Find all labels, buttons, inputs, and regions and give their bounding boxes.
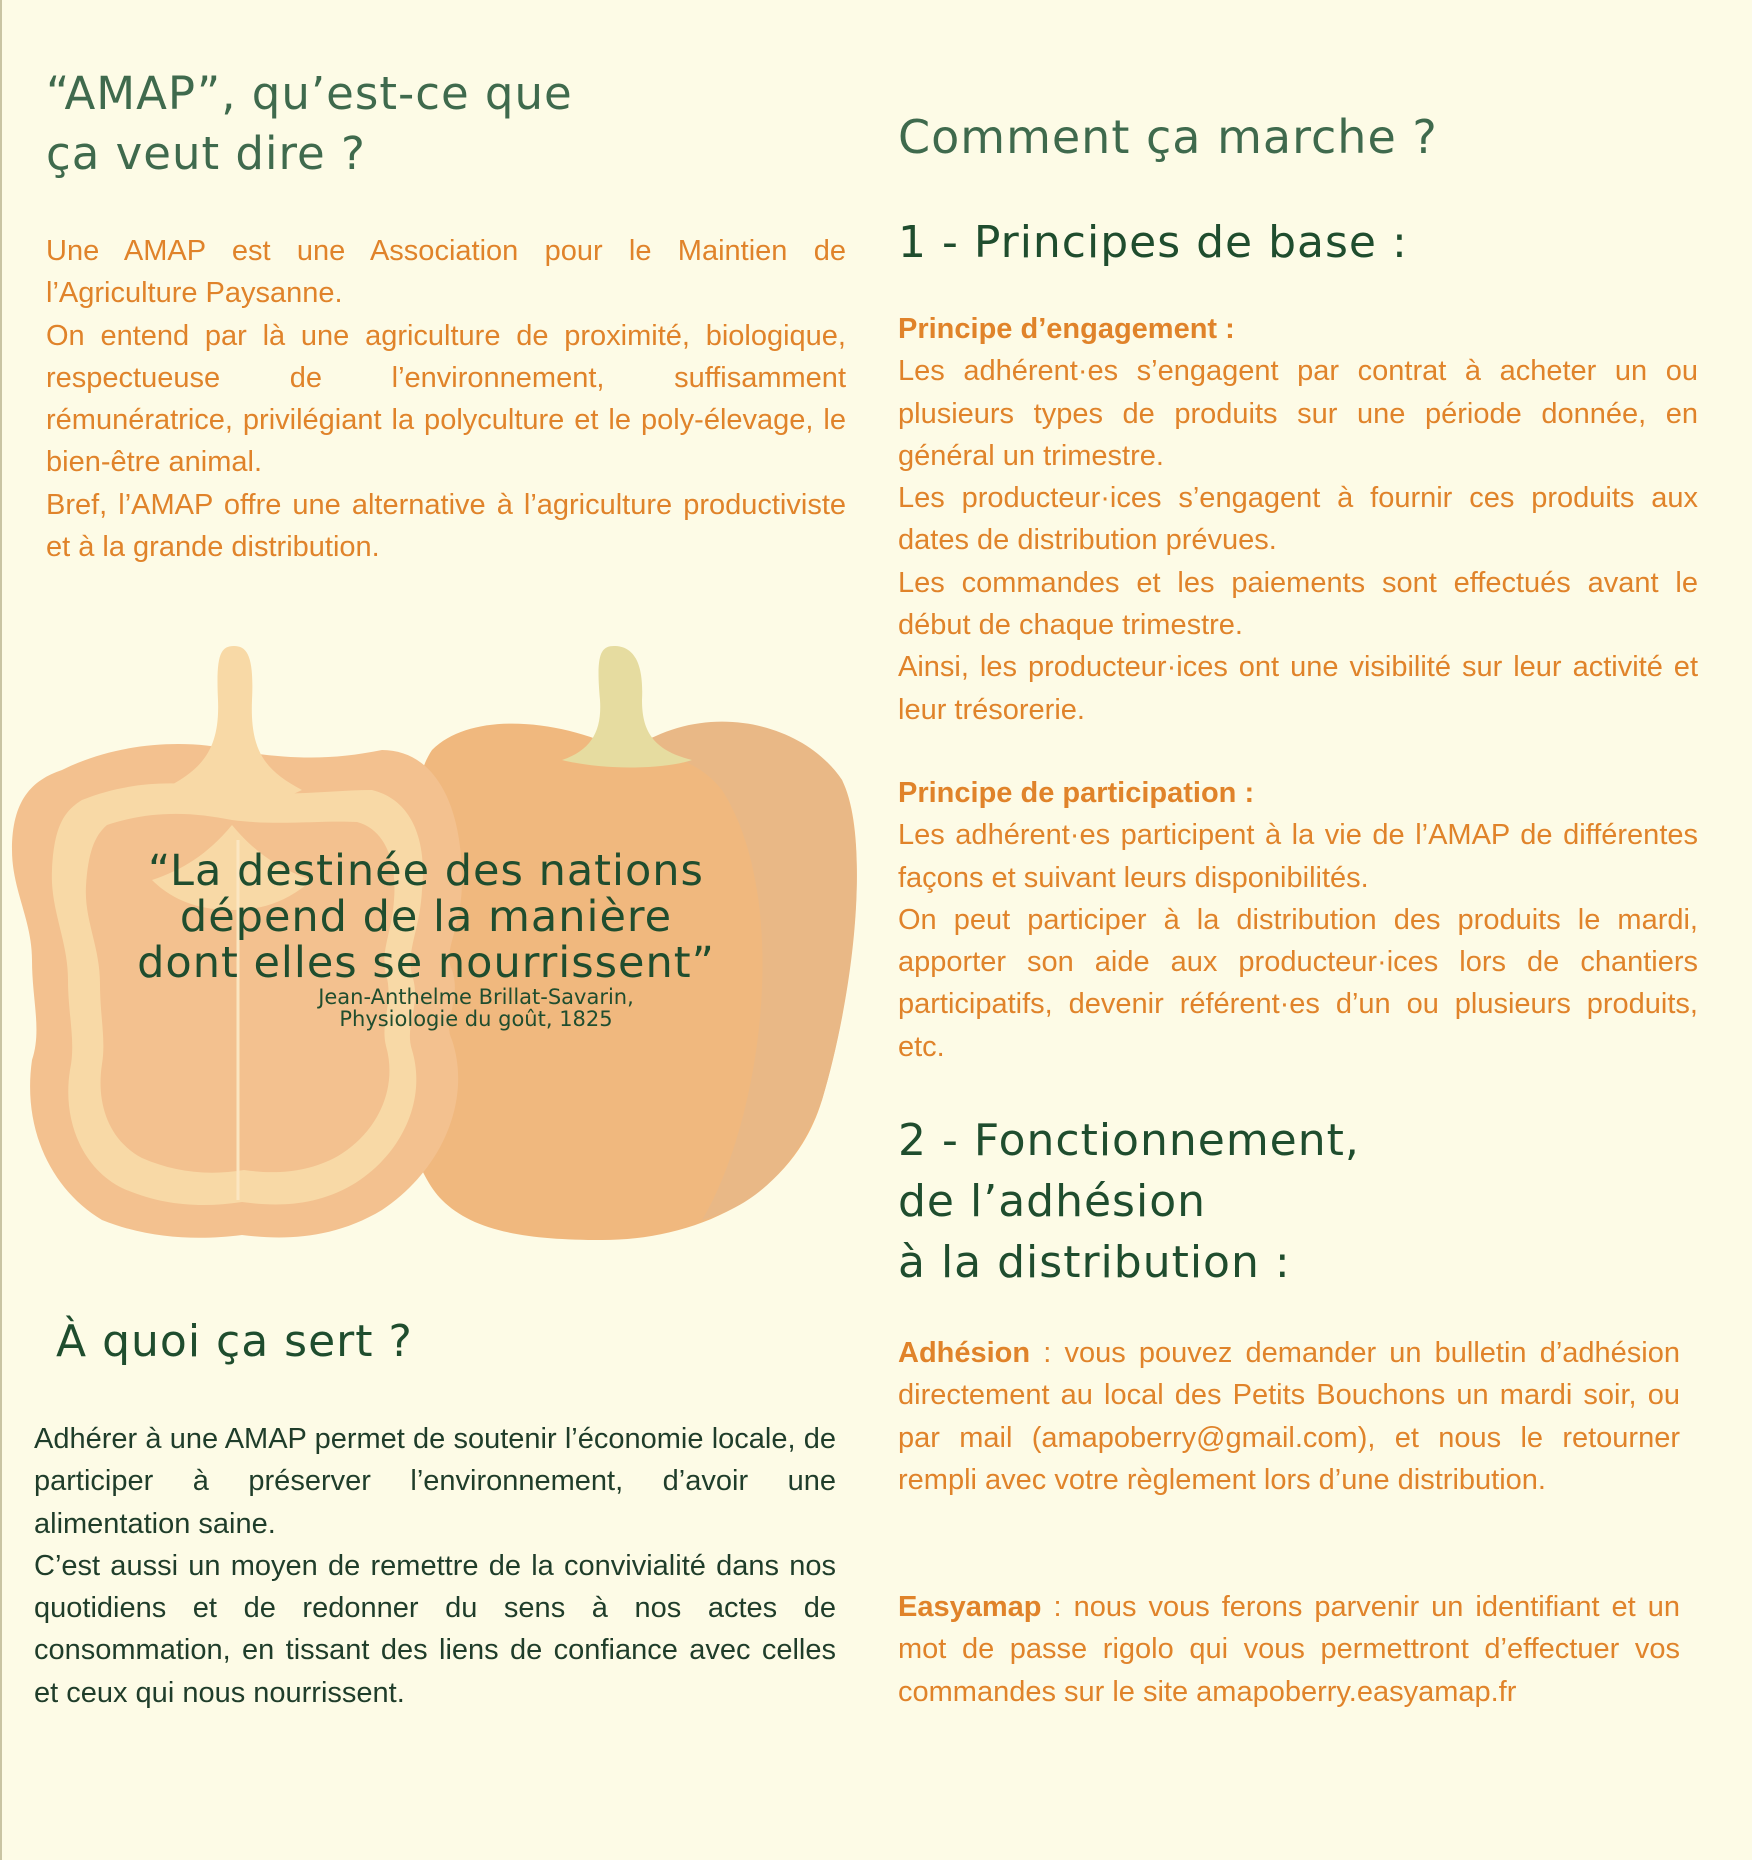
engagement-label: Principe d’engagement : (898, 313, 1235, 345)
participation-paragraph: Les adhérent·es participent à la vie de l’AMAP de différentes façons et suivant leurs disponibilités. (898, 819, 1698, 894)
fonctionnement-title-line3: à la distribution : (898, 1237, 1291, 1288)
participation-label: Principe de participation : (898, 777, 1255, 809)
quote-block (56, 848, 796, 1030)
intro-paragraph: Une AMAP est une Association pour le Maintien de l’Agriculture Paysanne. (46, 235, 846, 310)
intro-paragraph: Bref, l’AMAP offre une alternative à l’agriculture productiviste et à la grande distribution. (46, 488, 846, 564)
principes-title: 1 - Principes de base : (898, 217, 1408, 268)
easyamap-label: Easyamap (898, 1591, 1042, 1623)
quote-line2: dépend de la manière (179, 892, 673, 942)
fonctionnement-title (898, 1110, 1360, 1293)
easyamap-text: : nous vous ferons parvenir un identifiant et un mot de passe rigolo qui vous permettront d’effectuer vos commandes sur le site amapoberry.easyamap.fr (898, 1591, 1680, 1708)
amap-intro (46, 230, 846, 568)
participation-paragraph: On peut participer à la distribution des produits le mardi, apporter son aide aux producteur·ices lors de chantiers participatifs, devenir référent·es d’un ou plusieurs produits, etc. (898, 903, 1698, 1063)
quoi-body (34, 1418, 836, 1714)
intro-paragraph: On entend par là une agriculture de proximité, biologique, respectueuse de l’environnement, suffisamment rémunératrice, privilégiant la polyculture et le poly-élevage, le bien-être animal. (46, 319, 846, 479)
quote-line1: “La destinée des nations (148, 846, 704, 896)
engagement-paragraph: Les commandes et les paiements sont effectués avant le début de chaque trimestre. (898, 566, 1698, 642)
engagement-paragraph: Les producteur·ices s’engagent à fournir ces produits aux dates de distribution prévues. (898, 482, 1698, 557)
fonctionnement-title-line1: 2 - Fonctionnement, (898, 1115, 1360, 1166)
fonctionnement-title-line2: de l’adhésion (898, 1176, 1207, 1227)
amap-title-line2: ça veut dire ? (46, 127, 366, 180)
adhesion-block (898, 1332, 1680, 1501)
engagement-paragraph: Les adhérent·es s’engagent par contrat à acheter un ou plusieurs types de produits sur une période donnée, en général un trimestre. (898, 355, 1698, 472)
engagement-block (898, 308, 1698, 731)
comment-title: Comment ça marche ? (898, 110, 1438, 164)
engagement-paragraph: Ainsi, les producteur·ices ont une visibilité sur leur activité et leur trésorerie. (898, 651, 1698, 726)
amap-title (46, 64, 806, 184)
easyamap-paragraph (898, 1586, 1680, 1713)
quoi-title: À quoi ça sert ? (56, 1316, 413, 1367)
easyamap-block (898, 1586, 1680, 1713)
adhesion-text: : vous pouvez demander un bulletin d’adhésion directement au local des Petits Bouchons un mardi soir, ou par mail (amapoberry@gmail.com), et nous le retourner rempli avec votre règlement lors d’une distribution. (898, 1337, 1680, 1496)
quote-line3: dont elles se nourrissent” (137, 938, 715, 988)
adhesion-label: Adhésion (898, 1337, 1031, 1369)
quote-author: Jean-Anthelme Brillat-Savarin, (318, 985, 634, 1009)
amap-title-line1: “AMAP”, qu’est-ce que (46, 67, 573, 120)
quoi-paragraph: C’est aussi un moyen de remettre de la convivialité dans nos quotidiens et de redonner du sens à nos actes de consommation, en tissant des liens de confiance avec celles et ceux qui nous nourrissent. (34, 1549, 836, 1709)
participation-block (898, 772, 1698, 1068)
quoi-paragraph: Adhérer à une AMAP permet de soutenir l’économie locale, de participer à préserver l’environnement, d’avoir une alimentation saine. (34, 1423, 836, 1540)
quote-source: Physiologie du goût, 1825 (339, 1007, 613, 1031)
adhesion-paragraph (898, 1332, 1680, 1501)
